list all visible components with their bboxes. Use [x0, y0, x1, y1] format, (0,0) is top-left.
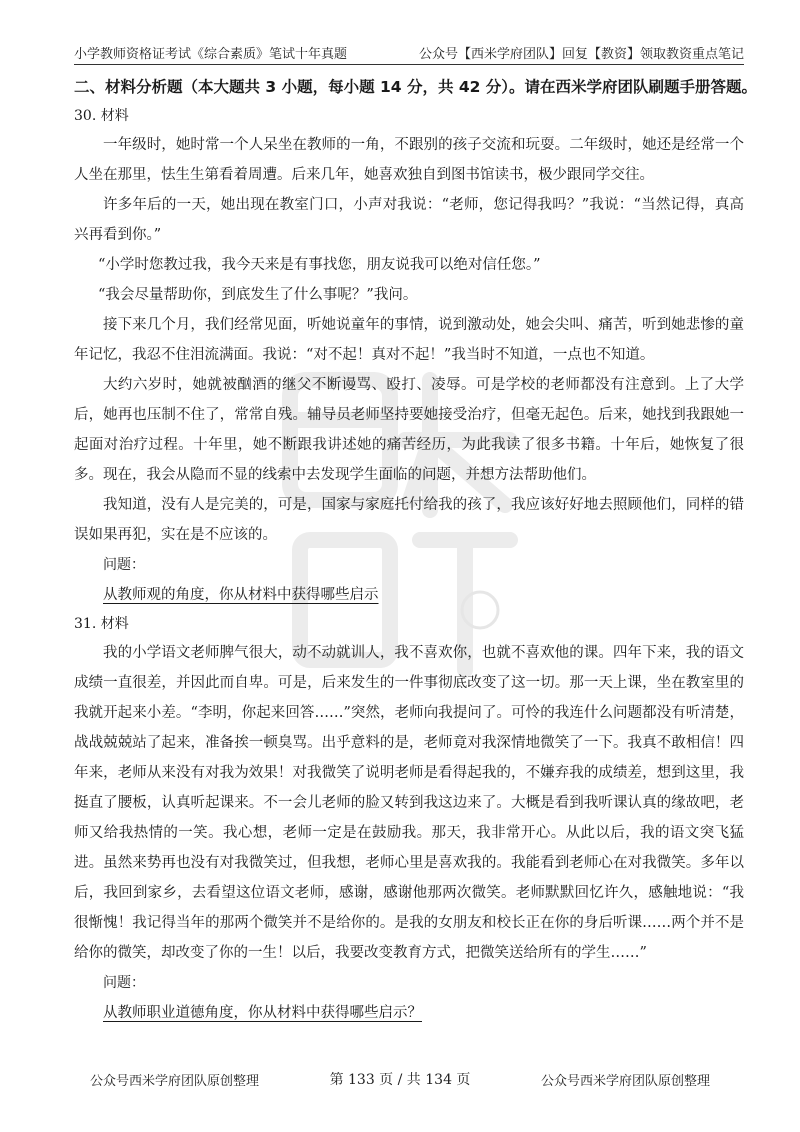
q30-paragraph: 接下来几个月，我们经常见面，听她说童年的事情，说到激动处，她会尖叫、痛苦，听到她悲惨的童年记忆，我忍不住泪流满面。我说：“对不起！真对不起！”我当时不知道，一点也不知道。 [74, 317, 744, 363]
q31-question-label: 问题： [103, 975, 145, 991]
q30-paragraph: “我会尽量帮助你，到底发生了什么事呢？”我问。 [98, 287, 418, 303]
header-divider [74, 64, 744, 65]
page-content [74, 72, 758, 1028]
q30-paragraph: “小学时您教过我，我今天来是有事找您，朋友说我可以绝对信任您。” [98, 257, 541, 273]
section-title: 二、材料分析题（本大题共 3 小题，每小题 14 分，共 42 分）。请在西米学府团队刷题手册答题。 [74, 78, 758, 96]
question-30-number: 30. 材料 [74, 108, 129, 124]
question-31-number: 31. 材料 [74, 616, 129, 632]
q30-question-label: 问题： [103, 557, 145, 573]
page-header [74, 40, 744, 62]
q30-paragraph: 许多年后的一天，她出现在教室门口，小声对我说：“老师，您记得我吗？”我说：“当然记得，真高兴再看到你。” [74, 197, 744, 243]
header-left-text: 小学教师资格证考试《综合素质》笔试十年真题 [74, 47, 348, 62]
page-number: 第 133 页 / 共 134 页 [329, 1072, 471, 1088]
q31-question-text: 从教师职业道德角度，你从材料中获得哪些启示？ [103, 1005, 422, 1021]
q30-question [74, 580, 744, 610]
footer-right-text: 公众号西米学府团队原创整理 [540, 1073, 710, 1089]
q31-paragraph: 我的小学语文老师脾气很大，动不动就训人，我不喜欢你，也就不喜欢他的课。四年下来，我的语文成绩一直很差，并因此而自卑。可是，后来发生的一件事彻底改变了这一切。那一天上课，坐在教室里的我就开起来小差。“李明，你起来回答……”突然，老师向我提问了。可怜的我连什么问题都没有听清楚，战战兢兢站了起来，准备挨一顿臭骂。出乎意料的是，老师竟对我深情地微笑了一下。我真不敢相信！四年来，老师从来没有对我为效果！对我微笑了说明老师是看得起我的，不嫌弃我的成绩差，想到这里，我挺直了腰板，认真听起课来。不一会儿老师的脸又转到我这边来了。大概是看到我听课认真的缘故吧，老师又给我热情的一笑。我心想，老师一定是在鼓励我。那天，我非常开心。从此以后，我的语文突飞猛进。虽然来势再也没有对我微笑过，但我想，老师心里是喜欢我的。我能看到老师心在对我微笑。多年以后，我回到家乡，去看望这位语文老师，感谢，感谢他那两次微笑。老师默默回忆许久，感触地说：“我很惭愧！我记得当年的那两个微笑并不是给你的。是我的女朋友和校长正在你的身后听课……两个并不是给你的微笑，却改变了你的一生！以后，我要改变教育方式，把微笑送给所有的学生……” [74, 645, 744, 961]
footer-left-text: 公众号西米学府团队原创整理 [90, 1073, 260, 1089]
q30-paragraph: 一年级时，她时常一个人呆坐在教师的一角，不跟别的孩子交流和玩耍。二年级时，她还是经常一个人坐在那里，怯生生第看着周遭。后来几年，她喜欢独自到图书馆读书，极少跟同学交往。 [74, 137, 744, 183]
q30-paragraph: 我知道，没有人是完美的，可是，国家与家庭托付给我的孩了，我应该好好地去照顾他们，同样的错误如果再犯，实在是不应该的。 [74, 497, 744, 543]
header-right-text: 公众号【西米学府团队】回复【教资】领取教资重点笔记 [418, 47, 744, 62]
q30-paragraph: 大约六岁时，她就被酗酒的继父不断谩骂、殴打、凌辱。可是学校的老师都没有注意到。上了大学后，她再也压制不住了，常常自残。辅导员老师坚持要她接受治疗，但毫无起色。后来，她找到我跟她一起面对治疗过程。十年里，她不断跟我讲述她的痛苦经历，为此我读了很多书籍。十年后，她恢复了很多。现在，我会从隐而不显的线索中去发现学生面临的问题，并想方法帮助他们。 [74, 377, 744, 483]
page-footer [90, 1068, 710, 1090]
q30-question-text: 从教师观的角度，你从材料中获得哪些启示 [103, 587, 379, 603]
q31-question [74, 998, 744, 1028]
